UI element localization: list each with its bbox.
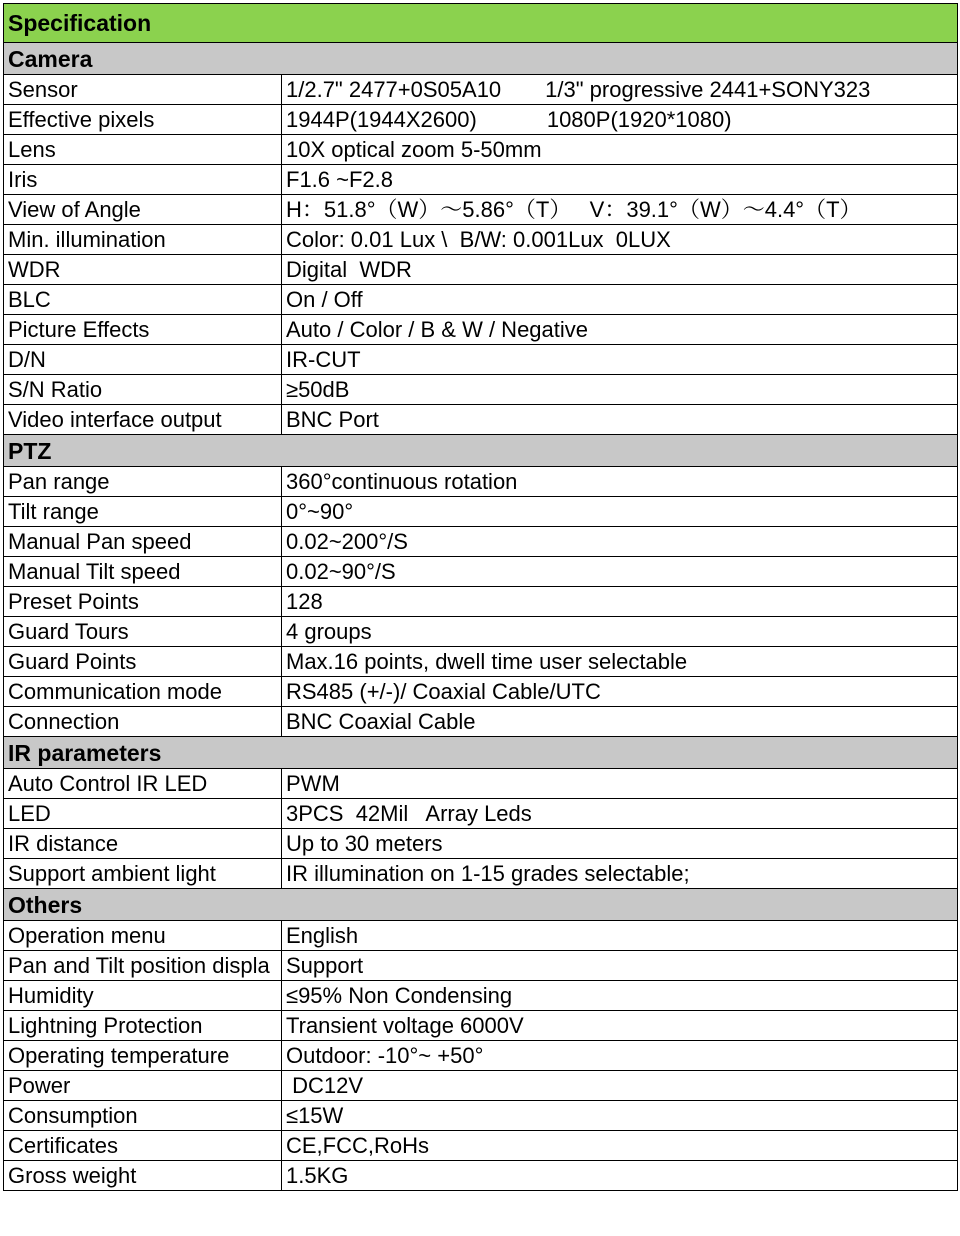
spec-label: IR distance	[4, 829, 282, 859]
spec-label: Gross weight	[4, 1161, 282, 1191]
table-row	[4, 707, 958, 737]
table-row	[4, 467, 958, 497]
spec-value: IR-CUT	[282, 345, 958, 375]
section-header-ptz	[4, 435, 958, 467]
spec-value: 0.02~200°/S	[282, 527, 958, 557]
table-row	[4, 1131, 958, 1161]
spec-value: ≥50dB	[282, 375, 958, 405]
spec-label: Support ambient light	[4, 859, 282, 889]
spec-value: 10X optical zoom 5-50mm	[282, 135, 958, 165]
spec-value: RS485 (+/-)/ Coaxial Cable/UTC	[282, 677, 958, 707]
spec-label: Picture Effects	[4, 315, 282, 345]
spec-value: Outdoor: -10°~ +50°	[282, 1041, 958, 1071]
table-row	[4, 799, 958, 829]
table-row	[4, 527, 958, 557]
table-row	[4, 255, 958, 285]
specification-table	[3, 3, 958, 1191]
table-row	[4, 285, 958, 315]
table-row	[4, 75, 958, 105]
table-row	[4, 647, 958, 677]
spec-label: Consumption	[4, 1101, 282, 1131]
spec-label: Operating temperature	[4, 1041, 282, 1071]
table-row	[4, 105, 958, 135]
spec-value: H：51.8°（W）～5.86°（T） V：39.1°（W）～4.4°（T）	[282, 195, 958, 225]
spec-label: Humidity	[4, 981, 282, 1011]
table-row	[4, 165, 958, 195]
spec-value: F1.6 ~F2.8	[282, 165, 958, 195]
table-row	[4, 1071, 958, 1101]
table-row	[4, 1161, 958, 1191]
spec-value: ≤15W	[282, 1101, 958, 1131]
spec-value: BNC Coaxial Cable	[282, 707, 958, 737]
table-row	[4, 921, 958, 951]
table-row	[4, 677, 958, 707]
spec-label: Guard Tours	[4, 617, 282, 647]
spec-label: Operation menu	[4, 921, 282, 951]
spec-label: Tilt range	[4, 497, 282, 527]
table-row	[4, 1041, 958, 1071]
spec-value: 4 groups	[282, 617, 958, 647]
table-title: Specification	[4, 4, 958, 43]
spec-label: Power	[4, 1071, 282, 1101]
spec-value: BNC Port	[282, 405, 958, 435]
section-title: PTZ	[4, 435, 958, 467]
spec-value: 0.02~90°/S	[282, 557, 958, 587]
table-row	[4, 769, 958, 799]
spec-value: IR illumination on 1-15 grades selectable;	[282, 859, 958, 889]
spec-value: 1.5KG	[282, 1161, 958, 1191]
spec-value	[282, 105, 958, 135]
spec-value: Digital WDR	[282, 255, 958, 285]
spec-label: LED	[4, 799, 282, 829]
spec-label: Iris	[4, 165, 282, 195]
table-row	[4, 557, 958, 587]
section-title: IR parameters	[4, 737, 958, 769]
spec-label: Pan and Tilt position displa	[4, 951, 282, 981]
spec-label: Min. illumination	[4, 225, 282, 255]
spec-value: Up to 30 meters	[282, 829, 958, 859]
spec-value: 360°continuous rotation	[282, 467, 958, 497]
spec-value: Max.16 points, dwell time user selectable	[282, 647, 958, 677]
spec-value: ≤95% Non Condensing	[282, 981, 958, 1011]
table-row	[4, 617, 958, 647]
spec-value: 0°~90°	[282, 497, 958, 527]
spec-value: 3PCS 42Mil Array Leds	[282, 799, 958, 829]
spec-label: Certificates	[4, 1131, 282, 1161]
spec-label: Guard Points	[4, 647, 282, 677]
table-row	[4, 951, 958, 981]
spec-value: 128	[282, 587, 958, 617]
table-row	[4, 1011, 958, 1041]
spec-value-part: 1/3" progressive 2441+SONY323	[545, 76, 871, 102]
table-row	[4, 1101, 958, 1131]
spec-label: Auto Control IR LED	[4, 769, 282, 799]
section-header-others	[4, 889, 958, 921]
table-row	[4, 587, 958, 617]
table-row	[4, 225, 958, 255]
table-row	[4, 981, 958, 1011]
spec-value: English	[282, 921, 958, 951]
spec-label: Lens	[4, 135, 282, 165]
spec-value-part: 1944P(1944X2600)	[286, 106, 477, 132]
spec-value	[282, 75, 958, 105]
table-row	[4, 315, 958, 345]
spec-value: DC12V	[282, 1071, 958, 1101]
table-row	[4, 829, 958, 859]
spec-label: Connection	[4, 707, 282, 737]
table-row	[4, 195, 958, 225]
spec-value: Color: 0.01 Lux \ B/W: 0.001Lux 0LUX	[282, 225, 958, 255]
spec-label: D/N	[4, 345, 282, 375]
spec-label: Sensor	[4, 75, 282, 105]
title-row	[4, 4, 958, 43]
spec-value: On / Off	[282, 285, 958, 315]
spec-value: PWM	[282, 769, 958, 799]
spec-label: Effective pixels	[4, 105, 282, 135]
spec-label: S/N Ratio	[4, 375, 282, 405]
spec-value: CE,FCC,RoHs	[282, 1131, 958, 1161]
spec-value: Transient voltage 6000V	[282, 1011, 958, 1041]
section-title: Others	[4, 889, 958, 921]
table-row	[4, 405, 958, 435]
table-row	[4, 859, 958, 889]
spec-value-part: 1/2.7" 2477+0S05A10	[286, 76, 502, 102]
table-row	[4, 345, 958, 375]
table-row	[4, 135, 958, 165]
spec-value: Auto / Color / B & W / Negative	[282, 315, 958, 345]
spec-label: View of Angle	[4, 195, 282, 225]
spec-label: Manual Pan speed	[4, 527, 282, 557]
spec-label: Pan range	[4, 467, 282, 497]
table-row	[4, 497, 958, 527]
spec-label: Lightning Protection	[4, 1011, 282, 1041]
spec-label: BLC	[4, 285, 282, 315]
spec-value-part: 1080P(1920*1080)	[546, 106, 732, 132]
section-title: Camera	[4, 43, 958, 75]
spec-label: Manual Tilt speed	[4, 557, 282, 587]
spec-label: Video interface output	[4, 405, 282, 435]
spec-label: WDR	[4, 255, 282, 285]
spec-label: Communication mode	[4, 677, 282, 707]
section-header-camera	[4, 43, 958, 75]
spec-label: Preset Points	[4, 587, 282, 617]
spec-value: Support	[282, 951, 958, 981]
section-header-ir-parameters	[4, 737, 958, 769]
table-row	[4, 375, 958, 405]
